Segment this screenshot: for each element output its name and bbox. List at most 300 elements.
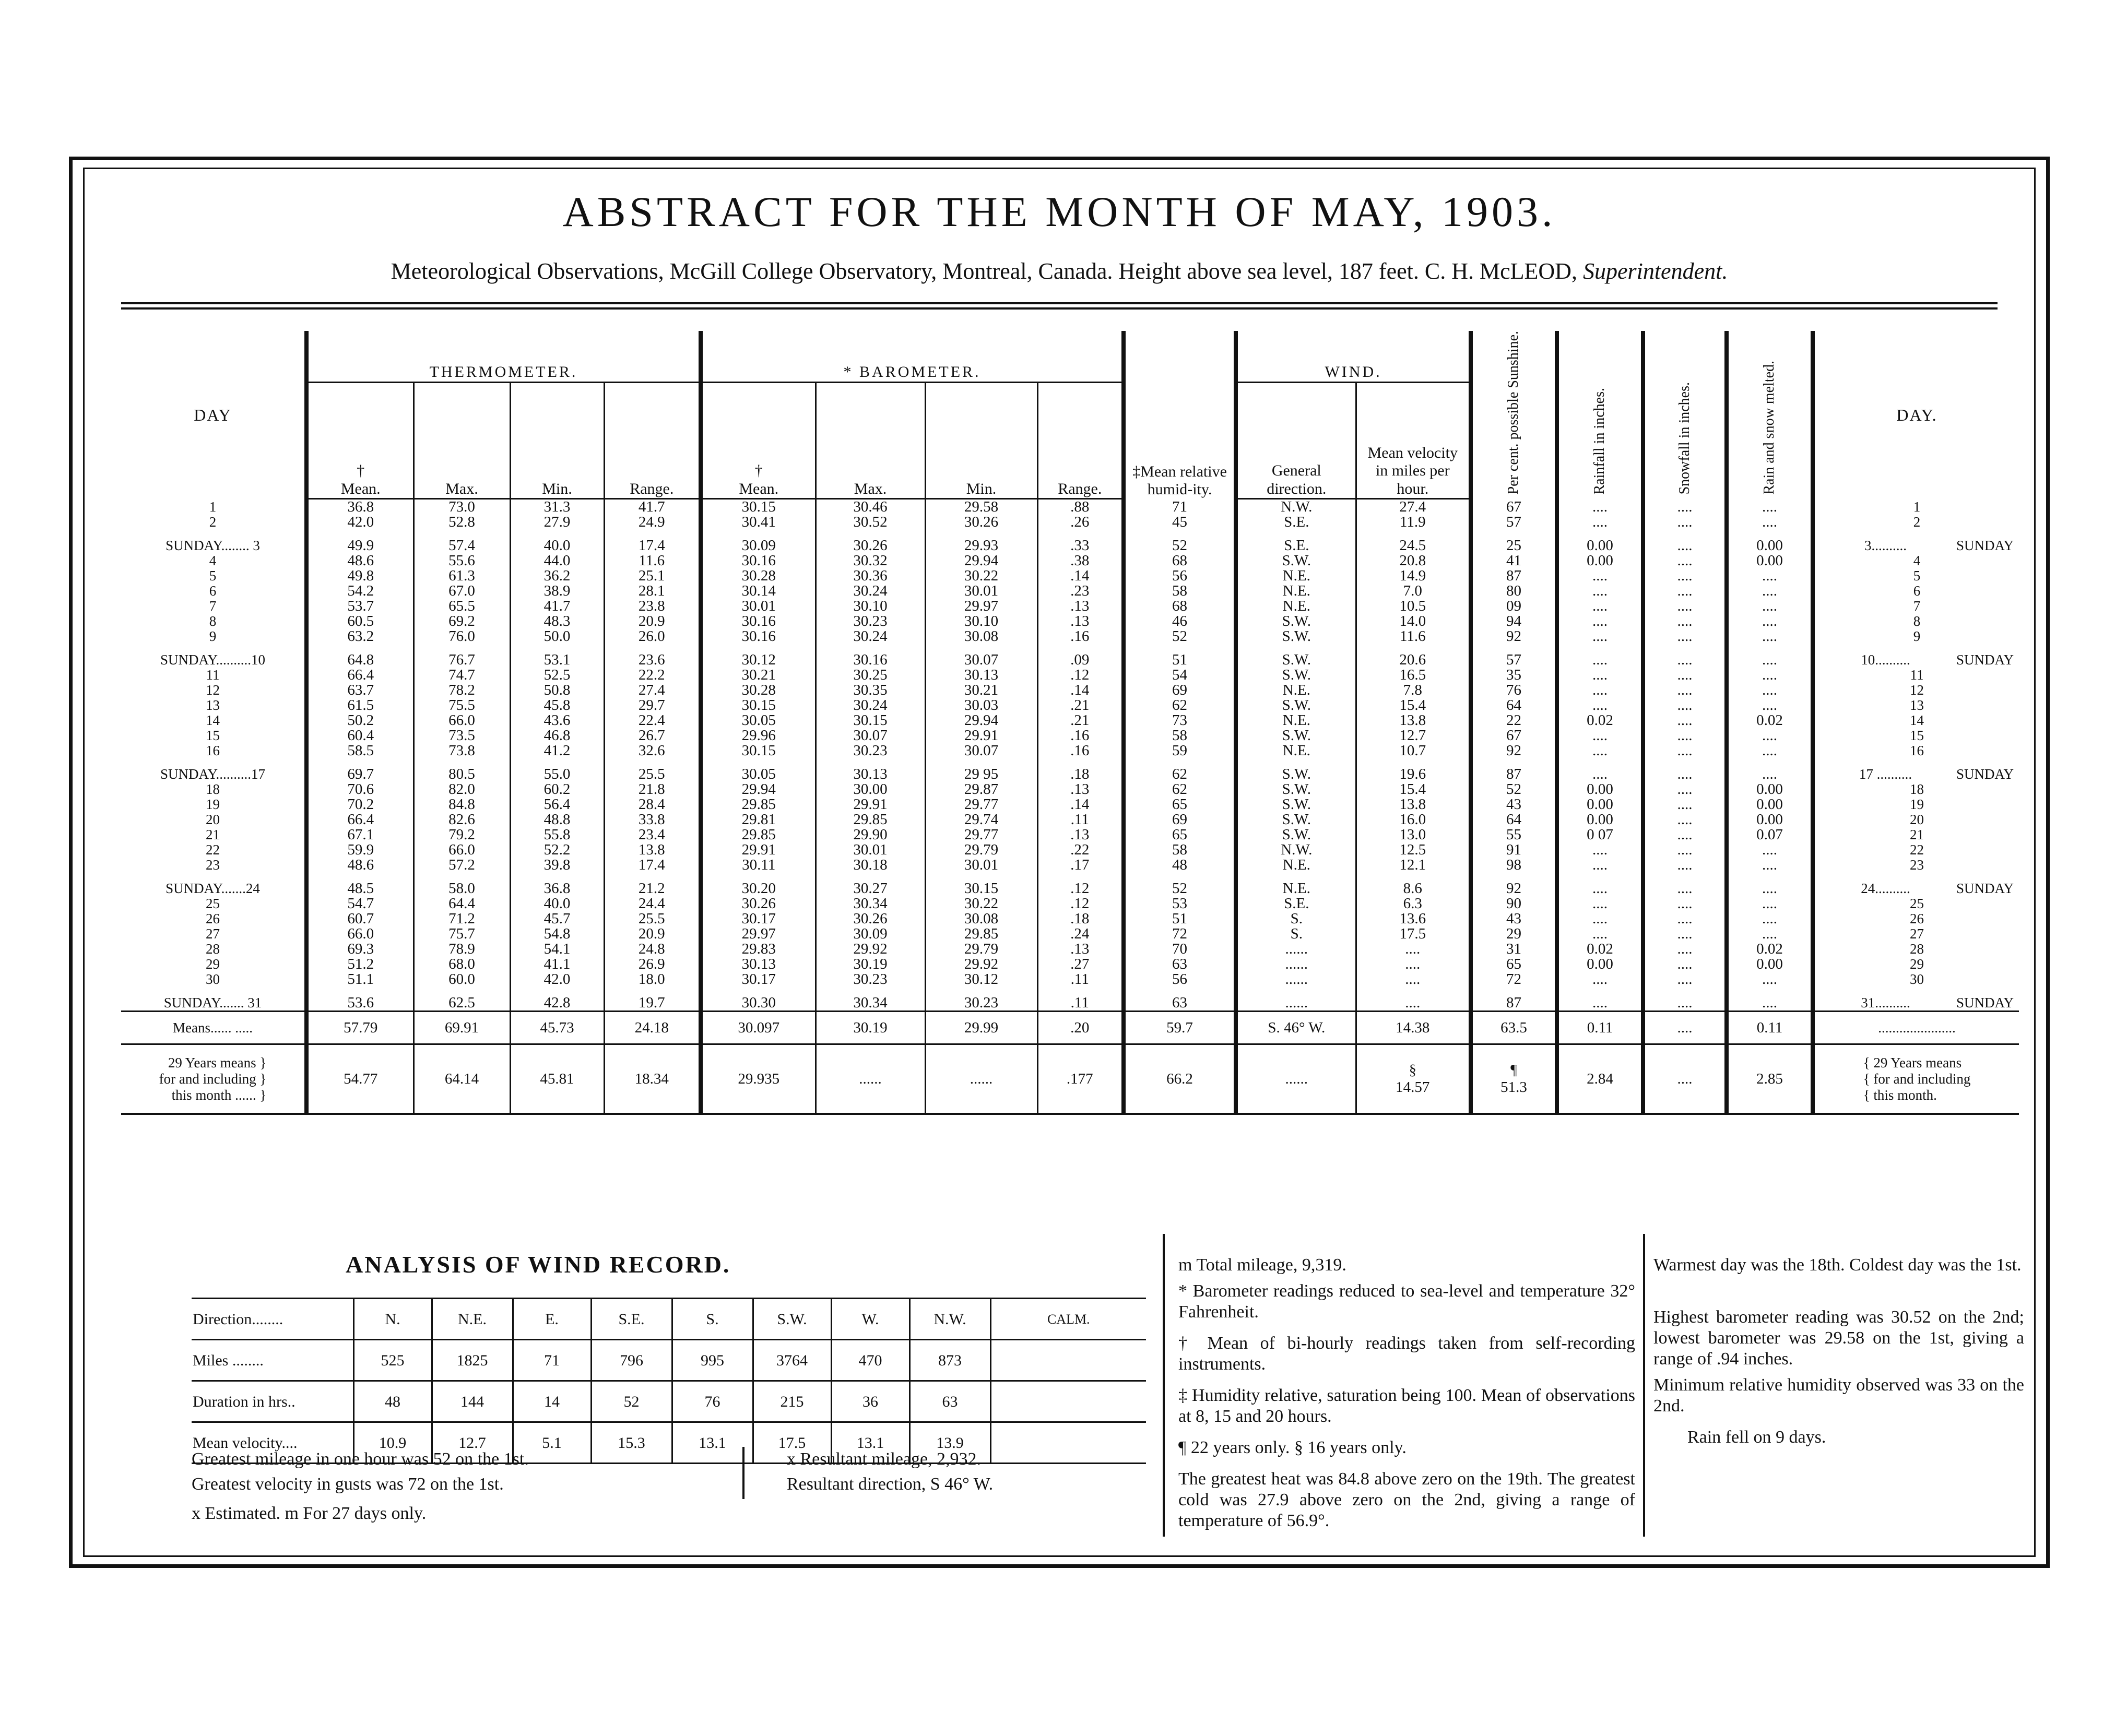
b-range-cell: .12: [1037, 896, 1124, 911]
year-means-t-cell: 54.77: [306, 1044, 413, 1114]
section-mark: §: [1409, 1062, 1416, 1079]
t-min-cell: 50.8: [510, 683, 604, 698]
gap-cell: [701, 644, 816, 652]
t-mean-cell: 70.6: [306, 782, 413, 797]
t-range-cell: 18.0: [604, 972, 701, 987]
gap-cell: [1356, 987, 1471, 995]
gap-cell: [816, 530, 925, 538]
day-right-number: 26: [1910, 911, 1924, 927]
t-min-cell: 42.0: [510, 972, 604, 987]
wind-direction-cell: N.E.: [1236, 683, 1356, 698]
rain-snow-cell: 0.07: [1727, 827, 1813, 842]
humidity-cell: 65: [1124, 797, 1236, 812]
gap-cell: [1124, 530, 1236, 538]
year-means-right-text: [1863, 1055, 1971, 1103]
b-range-cell: .09: [1037, 652, 1124, 668]
gap-cell: [1813, 987, 2019, 995]
gap-cell: [604, 987, 701, 995]
gap-cell: [1037, 758, 1124, 767]
wind-value-cell: [990, 1381, 1146, 1422]
gap-cell: [1727, 644, 1813, 652]
gap-cell: [1356, 873, 1471, 881]
t-mean-cell: 67.1: [306, 827, 413, 842]
rain-snow-cell: ....: [1727, 584, 1813, 599]
t-min-cell: 36.2: [510, 568, 604, 584]
snowfall-cell: ....: [1643, 926, 1727, 942]
humidity-note: ‡ Humidity relative, saturation being 100. Mean of observations at 8, 15 and 20 hours.: [1178, 1386, 1635, 1426]
table-row: [121, 499, 2019, 515]
rain-snow-cell: ....: [1727, 972, 1813, 987]
day-right-cell: [1813, 972, 2019, 987]
day-right-number: 28: [1910, 942, 1924, 957]
wind-velocity-cell: 27.4: [1356, 499, 1471, 515]
wind-analysis-title: ANALYSIS OF WIND RECORD.: [346, 1251, 731, 1278]
wind-value-cell: 48: [353, 1381, 432, 1422]
day-cell: 6: [209, 584, 217, 599]
gap-cell: [121, 644, 306, 652]
humidity-cell: 62: [1124, 698, 1236, 713]
rain-snow-cell: 0.00: [1727, 538, 1813, 553]
sunshine-cell: 64: [1471, 812, 1557, 827]
t-max-cell: 79.2: [413, 827, 510, 842]
t-mean-cell: 42.0: [306, 515, 413, 530]
humidity-cell: 58: [1124, 584, 1236, 599]
sunshine-cell: 57: [1471, 652, 1557, 668]
b-max-cell: 30.23: [816, 972, 925, 987]
gap-cell: [1471, 987, 1557, 995]
b-min-cell: 30.12: [925, 972, 1037, 987]
sunshine-cell: 94: [1471, 614, 1557, 629]
sunday-label: SUNDAY: [1956, 881, 2014, 897]
page-subtitle: [85, 258, 2034, 284]
b-range-cell: .17: [1037, 858, 1124, 873]
rain-snow-cell: ....: [1727, 842, 1813, 858]
t-max-cell: 76.0: [413, 629, 510, 644]
wind-value-cell: 36: [831, 1381, 909, 1422]
snowfall-cell: ....: [1643, 629, 1727, 644]
t-range-cell: 22.2: [604, 668, 701, 683]
sunshine-cell: 87: [1471, 995, 1557, 1012]
b-range-cell: .12: [1037, 668, 1124, 683]
t-max-cell: 78.2: [413, 683, 510, 698]
t-range-cell: 17.4: [604, 538, 701, 553]
wind-velocity-cell: 8.6: [1356, 881, 1471, 896]
b-range-cell: .13: [1037, 614, 1124, 629]
day-right-cell: [1813, 599, 2019, 614]
wind-velocity-cell: 15.4: [1356, 698, 1471, 713]
wind-direction-heading: N.: [353, 1299, 432, 1340]
t-max-cell: 82.6: [413, 812, 510, 827]
wind-value-cell: 71: [513, 1340, 591, 1381]
day-right-cell: [1813, 957, 2019, 972]
year-means-t-cell: 64.14: [413, 1044, 510, 1114]
wind-direction-cell: S.E.: [1236, 515, 1356, 530]
t-range-cell: 21.2: [604, 881, 701, 896]
rainfall-cell: ....: [1557, 515, 1643, 530]
year-means-humidity: 66.2: [1124, 1044, 1236, 1114]
gap-cell: [413, 987, 510, 995]
t-min-cell: 60.2: [510, 782, 604, 797]
day-right-cell: [1813, 942, 2019, 957]
wind-direction-cell: N.E.: [1236, 858, 1356, 873]
sunshine-cell: 22: [1471, 713, 1557, 728]
b-range-cell: .16: [1037, 629, 1124, 644]
snowfall-cell: ....: [1643, 767, 1727, 782]
gap-cell: [510, 987, 604, 995]
b-max-cell: 30.15: [816, 713, 925, 728]
t-range-cell: 25.5: [604, 911, 701, 926]
rain-snow-cell: ....: [1727, 515, 1813, 530]
b-max-cell: 29.91: [816, 797, 925, 812]
page-frame: [69, 157, 2050, 1568]
sunshine-cell: 92: [1471, 629, 1557, 644]
table-row: [121, 812, 2019, 827]
t-max-header: Max.: [413, 382, 510, 499]
t-mean-cell: 53.6: [306, 995, 413, 1012]
day-right-number: 15: [1910, 728, 1924, 744]
day-right-cell: [1813, 713, 2019, 728]
t-mean-cell: 60.4: [306, 728, 413, 743]
snowfall-cell: ....: [1643, 896, 1727, 911]
humidity-cell: 54: [1124, 668, 1236, 683]
sunshine-cell: 65: [1471, 957, 1557, 972]
b-min-cell: 30.03: [925, 698, 1037, 713]
warmest-note: Warmest day was the 18th. Coldest day was the 1st.: [1653, 1255, 2022, 1275]
t-mean-cell: 49.8: [306, 568, 413, 584]
wind-direction-cell: S.W.: [1236, 652, 1356, 668]
day-cell: 25: [206, 896, 220, 912]
humidity-cell: 52: [1124, 881, 1236, 896]
day-right-cell: [1813, 568, 2019, 584]
wind-velocity-cell: 13.8: [1356, 797, 1471, 812]
rainfall-cell: ....: [1557, 698, 1643, 713]
dagger-mark: †: [754, 462, 763, 480]
wind-direction-cell: S.W.: [1236, 797, 1356, 812]
wind-velocity-cell: 6.3: [1356, 896, 1471, 911]
divider: [1163, 1234, 1165, 1537]
day-cell: 27: [206, 926, 220, 942]
year-means-velocity-value: 14.57: [1396, 1079, 1430, 1096]
gap-cell: [413, 873, 510, 881]
table-row: [121, 584, 2019, 599]
day-right-number: 11: [1910, 668, 1924, 683]
wind-velocity-cell: 16.5: [1356, 668, 1471, 683]
wind-velocity-cell: 24.5: [1356, 538, 1471, 553]
t-max-cell: 78.9: [413, 942, 510, 957]
t-range-cell: 24.4: [604, 896, 701, 911]
rain-snow-cell: ....: [1727, 995, 1813, 1012]
wind-velocity-cell: 20.6: [1356, 652, 1471, 668]
day-cell: 8: [209, 614, 217, 629]
wind-direction-cell: S.W.: [1236, 614, 1356, 629]
b-range-cell: .18: [1037, 767, 1124, 782]
rainfall-cell: 0.02: [1557, 713, 1643, 728]
snowfall-cell: ....: [1643, 797, 1727, 812]
t-mean-cell: 61.5: [306, 698, 413, 713]
means-humidity: 59.7: [1124, 1012, 1236, 1044]
gap-cell: [1557, 987, 1643, 995]
rain-snow-header: [1727, 331, 1813, 499]
snowfall-cell: ....: [1643, 812, 1727, 827]
rain-snow-cell: 0.02: [1727, 713, 1813, 728]
rainfall-cell: 0.00: [1557, 812, 1643, 827]
b-mean-cell: 30.16: [701, 553, 816, 568]
t-range-cell: 28.1: [604, 584, 701, 599]
row-gap: [121, 530, 2019, 538]
t-mean-cell: 53.7: [306, 599, 413, 614]
gap-cell: [925, 644, 1037, 652]
t-min-cell: 46.8: [510, 728, 604, 743]
snowfall-cell: ....: [1643, 668, 1727, 683]
rain-snow-cell: ....: [1727, 767, 1813, 782]
b-range-cell: .33: [1037, 538, 1124, 553]
b-mean-cell: 30.05: [701, 713, 816, 728]
b-min-cell: 29.74: [925, 812, 1037, 827]
b-min-cell: 30.08: [925, 629, 1037, 644]
gap-cell: [925, 530, 1037, 538]
rain-snow-cell: 0.00: [1727, 957, 1813, 972]
gap-cell: [1037, 987, 1124, 995]
t-range-cell: 41.7: [604, 499, 701, 515]
wind-direction-heading: CALM.: [990, 1299, 1146, 1340]
t-max-cell: 65.5: [413, 599, 510, 614]
rainfall-cell: 0.00: [1557, 797, 1643, 812]
day-right-number: 9: [1913, 629, 1921, 645]
t-min-cell: 55.8: [510, 827, 604, 842]
t-max-cell: 57.4: [413, 538, 510, 553]
rainfall-cell: ....: [1557, 881, 1643, 896]
rainfall-cell: ....: [1557, 858, 1643, 873]
wind-direction-cell: ......: [1236, 972, 1356, 987]
table-row: [121, 797, 2019, 812]
b-min-cell: 30.07: [925, 743, 1037, 758]
day-right-cell: [1813, 515, 2019, 530]
day-right-cell: [1813, 995, 2019, 1012]
sunshine-cell: 43: [1471, 797, 1557, 812]
day-cell: SUNDAY..........17: [160, 767, 266, 782]
sunshine-cell: 76: [1471, 683, 1557, 698]
year-means-label: [121, 1044, 306, 1114]
year-means-b-cell: ......: [925, 1044, 1037, 1114]
snowfall-cell: ....: [1643, 972, 1727, 987]
wind-value-cell: 873: [909, 1340, 990, 1381]
snowfall-cell: ....: [1643, 499, 1727, 515]
b-mean-cell: 29.91: [701, 842, 816, 858]
rainfall-header-text: Rainfall in inches.: [1591, 387, 1608, 495]
b-range-cell: .13: [1037, 942, 1124, 957]
gap-cell: [1124, 644, 1236, 652]
day-cell: 14: [206, 713, 220, 729]
wind-value-cell: 17.5: [753, 1422, 831, 1464]
b-mean-cell: 29.81: [701, 812, 816, 827]
sunshine-cell: 41: [1471, 553, 1557, 568]
sunshine-cell: 43: [1471, 911, 1557, 926]
day-cell: SUNDAY........ 3: [166, 538, 260, 554]
wind-direction-heading: N.E.: [432, 1299, 513, 1340]
t-range-cell: 26.9: [604, 957, 701, 972]
table-row: [121, 942, 2019, 957]
t-min-cell: 48.3: [510, 614, 604, 629]
year-means-b-cell: .177: [1037, 1044, 1124, 1114]
rainfall-cell: 0.02: [1557, 942, 1643, 957]
rain-snow-cell: ....: [1727, 614, 1813, 629]
wind-value-cell: 52: [591, 1381, 672, 1422]
snowfall-cell: ....: [1643, 728, 1727, 743]
means-rain-snow: 0.11: [1727, 1012, 1813, 1044]
b-mean-cell: 30.05: [701, 767, 816, 782]
t-mean-cell: 48.6: [306, 553, 413, 568]
t-max-cell: 76.7: [413, 652, 510, 668]
barometer-header: * BAROMETER.: [701, 331, 1124, 382]
wind-direction-cell: S.W.: [1236, 698, 1356, 713]
rain-snow-cell: ....: [1727, 728, 1813, 743]
wind-velocity-cell: 20.8: [1356, 553, 1471, 568]
b-min-cell: 29.77: [925, 797, 1037, 812]
wind-velocity-cell: ....: [1356, 957, 1471, 972]
day-right-number: 17 ..........: [1859, 767, 1912, 782]
day-right-number: 8: [1913, 614, 1921, 629]
wind-velocity-cell: 13.8: [1356, 713, 1471, 728]
snowfall-cell: ....: [1643, 584, 1727, 599]
snowfall-cell: ....: [1643, 957, 1727, 972]
snowfall-cell: ....: [1643, 538, 1727, 553]
rainfall-cell: ....: [1557, 926, 1643, 942]
day-right-cell: [1813, 683, 2019, 698]
year-means-wind-direction: ......: [1236, 1044, 1356, 1114]
gap-cell: [413, 644, 510, 652]
t-range-cell: 11.6: [604, 553, 701, 568]
t-min-cell: 52.2: [510, 842, 604, 858]
b-min-cell: 29.87: [925, 782, 1037, 797]
b-min-cell: 29.92: [925, 957, 1037, 972]
gap-cell: [1037, 644, 1124, 652]
year-means-t-cell: 18.34: [604, 1044, 701, 1114]
t-mean-cell: 54.7: [306, 896, 413, 911]
t-max-cell: 73.8: [413, 743, 510, 758]
b-min-cell: 29.94: [925, 553, 1037, 568]
sunday-label: SUNDAY: [1956, 538, 2014, 554]
gap-cell: [816, 644, 925, 652]
t-mean-cell: 69.3: [306, 942, 413, 957]
table-row: [121, 911, 2019, 926]
label-line: { for and including: [1863, 1071, 1971, 1087]
b-min-cell: 29.77: [925, 827, 1037, 842]
wind-value-cell: 470: [831, 1340, 909, 1381]
b-max-cell: 30.23: [816, 614, 925, 629]
table-row: [121, 858, 2019, 873]
wind-value-cell: 76: [672, 1381, 753, 1422]
humidity-cell: 68: [1124, 599, 1236, 614]
snowfall-cell: ....: [1643, 842, 1727, 858]
table-row: [121, 515, 2019, 530]
t-max-cell: 84.8: [413, 797, 510, 812]
gap-cell: [925, 987, 1037, 995]
wind-direction-cell: S.E.: [1236, 538, 1356, 553]
wind-velocity-cell: 16.0: [1356, 812, 1471, 827]
wind-velocity-text: Mean velocity in miles per hour.: [1367, 444, 1458, 497]
gap-cell: [306, 644, 413, 652]
gap-cell: [1124, 987, 1236, 995]
t-mean-cell: 63.2: [306, 629, 413, 644]
t-min-cell: 27.9: [510, 515, 604, 530]
year-means-rainfall: 2.84: [1557, 1044, 1643, 1114]
day-cell: 16: [206, 743, 220, 759]
b-mean-cell: 30.15: [701, 698, 816, 713]
gap-cell: [306, 758, 413, 767]
humidity-cell: 63: [1124, 995, 1236, 1012]
gap-cell: [1471, 873, 1557, 881]
day-right-cell: [1813, 842, 2019, 858]
t-min-cell: 55.0: [510, 767, 604, 782]
wind-value-cell: [990, 1422, 1146, 1464]
wind-direction-cell: N.E.: [1236, 743, 1356, 758]
b-mean-cell: 30.21: [701, 668, 816, 683]
b-min-cell: 30.10: [925, 614, 1037, 629]
b-range-cell: .23: [1037, 584, 1124, 599]
day-right-cell: [1813, 614, 2019, 629]
t-mean-cell: 58.5: [306, 743, 413, 758]
b-mean-cell: 30.01: [701, 599, 816, 614]
table-row: [121, 668, 2019, 683]
t-mean-cell: 66.4: [306, 812, 413, 827]
b-mean-cell: 30.14: [701, 584, 816, 599]
sunshine-cell: 31: [1471, 942, 1557, 957]
rain-snow-cell: ....: [1727, 568, 1813, 584]
wind-velocity-cell: ....: [1356, 942, 1471, 957]
t-mean-cell: 59.9: [306, 842, 413, 858]
means-t-cell: 45.73: [510, 1012, 604, 1044]
label-line: { 29 Years means: [1863, 1054, 1962, 1071]
wind-velocity-cell: 12.7: [1356, 728, 1471, 743]
b-mean-cell: 30.12: [701, 652, 816, 668]
gap-cell: [121, 987, 306, 995]
b-max-cell: 30.10: [816, 599, 925, 614]
t-mean-cell: 51.2: [306, 957, 413, 972]
wind-velocity-cell: 14.9: [1356, 568, 1471, 584]
t-max-cell: 66.0: [413, 842, 510, 858]
wind-velocity-cell: 11.6: [1356, 629, 1471, 644]
page-title: ABSTRACT FOR THE MONTH OF MAY, 1903.: [562, 188, 1556, 235]
year-means-wind-velocity: [1356, 1044, 1471, 1114]
wind-direction-heading: N.W.: [909, 1299, 990, 1340]
b-mean-cell: 30.15: [701, 743, 816, 758]
day-cell: 12: [206, 683, 220, 698]
b-max-cell: 30.00: [816, 782, 925, 797]
b-max-cell: 30.32: [816, 553, 925, 568]
rain-snow-cell: 0.00: [1727, 782, 1813, 797]
year-means-snowfall: ....: [1643, 1044, 1727, 1114]
year-means-b-cell: ......: [816, 1044, 925, 1114]
snowfall-cell: ....: [1643, 713, 1727, 728]
b-mean-cell: 29.97: [701, 926, 816, 942]
year-means-b-cell: 29.935: [701, 1044, 816, 1114]
rain-snow-cell: ....: [1727, 629, 1813, 644]
table-row: [121, 767, 2019, 782]
gap-cell: [1727, 530, 1813, 538]
t-range-cell: 25.1: [604, 568, 701, 584]
sunshine-cell: 87: [1471, 767, 1557, 782]
gap-cell: [1124, 758, 1236, 767]
t-mean-cell: 49.9: [306, 538, 413, 553]
t-max-cell: 73.0: [413, 499, 510, 515]
greatest-velocity-note: Greatest velocity in gusts was 72 on the 1st.: [192, 1475, 504, 1494]
t-max-cell: 73.5: [413, 728, 510, 743]
total-mileage-note: m Total mileage, 9,319.: [1178, 1255, 1346, 1275]
b-max-cell: 30.35: [816, 683, 925, 698]
t-range-cell: 20.9: [604, 614, 701, 629]
gap-cell: [701, 987, 816, 995]
t-range-cell: 27.4: [604, 683, 701, 698]
